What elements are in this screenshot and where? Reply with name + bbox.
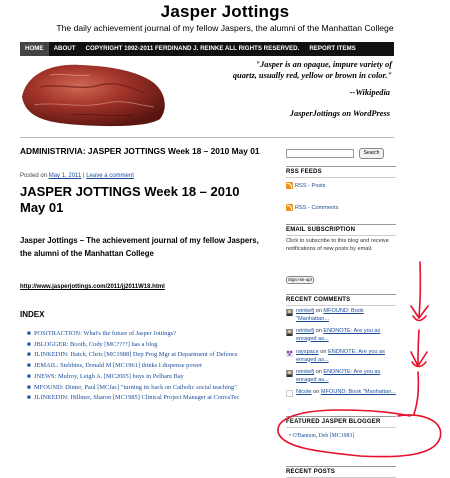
index-item-text[interactable]: POSITRACTION: What's the future of Jasper Jottings?: [34, 330, 176, 337]
avatar[interactable]: [286, 309, 293, 316]
rss-comments-link[interactable]: [286, 204, 339, 211]
nav-about[interactable]: ABOUT: [53, 45, 76, 52]
header-divider: [20, 137, 394, 138]
index-item[interactable]: [27, 383, 270, 393]
rss-comments-label[interactable]: RSS - Comments: [295, 204, 339, 211]
post-intro: Jasper Jottings – The achievement journal of my fellow Jaspers, the alumni of the Manhattan College: [20, 236, 259, 258]
comment-author-link[interactable]: Nicole: [296, 389, 312, 395]
bullet-icon: ■: [27, 351, 31, 359]
bullet-icon: ■: [27, 362, 31, 370]
post-meta: [20, 173, 134, 179]
quote-line-1: "Jasper is an opaque, impure variety of: [255, 60, 392, 69]
comment-post-link[interactable]: ENDNOTE: Are you as enraged as...: [296, 369, 381, 383]
index-item-text[interactable]: JEMAIL: Stebbins, Donald M [MC1961] thinks I dispense power: [34, 362, 203, 370]
comment-text: [296, 328, 398, 343]
admin-post-title[interactable]: ADMINISTRIVIA: JASPER JOTTINGS Week 18 – 2010 May 01: [20, 146, 260, 156]
comment-author-link[interactable]: rayspace: [296, 349, 319, 355]
post-date-link[interactable]: May 1, 2011: [48, 173, 82, 179]
index-item[interactable]: [27, 372, 270, 382]
comment-post-link[interactable]: MFOUND: Book "Manhattan...: [320, 389, 396, 395]
email-subscription-text: Click to subscribe to this blog and receive notifications of new posts by email.: [286, 238, 389, 252]
comment-author-link[interactable]: reinkefj: [296, 328, 315, 334]
avatar[interactable]: [286, 370, 293, 377]
rss-posts-link[interactable]: [286, 182, 325, 189]
search-button[interactable]: Search: [359, 148, 384, 159]
index-heading: INDEX: [20, 310, 45, 319]
index-item-text[interactable]: MFOUND: Dinter, Paul [MCfac] "turning its back on Catholic social teaching": [34, 383, 237, 391]
index-item[interactable]: [27, 394, 270, 403]
index-item-text[interactable]: JLINKEDIN: Hillmer, Sharon [MC1985] Clinical Project Manager at ConvaTec: [34, 394, 240, 402]
featured-blogger-heading: FEATURED JASPER BLOGGER: [286, 416, 396, 428]
bullet-icon: •: [289, 433, 293, 439]
meta-separator: |: [82, 173, 85, 179]
comment-text: [296, 369, 398, 384]
post-title: JASPER JOTTINGS Week 18 – 2010 May 01: [20, 184, 240, 215]
comment-author-link[interactable]: reinkefj: [296, 369, 315, 375]
index-item[interactable]: [27, 351, 270, 360]
comment-on: on: [313, 389, 320, 395]
quote-source: --Wikipedia: [349, 88, 390, 97]
header-banner: [20, 57, 394, 127]
bullet-icon: ■: [27, 394, 31, 402]
sign-up-button[interactable]: Sign me up!: [287, 277, 312, 282]
avatar[interactable]: [286, 350, 293, 357]
comment-post-link[interactable]: ENDNOTE: Are you as enraged as...: [296, 328, 381, 342]
index-item[interactable]: [27, 330, 270, 339]
avatar[interactable]: [286, 390, 293, 397]
rss-icon: [286, 182, 293, 189]
avatar[interactable]: [286, 329, 293, 336]
bullet-icon: ■: [27, 330, 31, 337]
header-quote: [170, 60, 392, 81]
site-title[interactable]: Jasper Jottings: [160, 2, 290, 21]
comment-on: on: [315, 308, 322, 314]
comment-author-link[interactable]: reinkefj: [296, 308, 315, 314]
bullet-icon: ■: [27, 383, 31, 391]
meta-prefix: Posted on: [20, 173, 48, 179]
comment-text: [296, 349, 398, 364]
bullet-icon: ■: [27, 372, 31, 380]
nav-report-items[interactable]: REPORT ITEMS: [309, 45, 356, 52]
featured-blogger-link[interactable]: [289, 433, 354, 439]
comment-text: [296, 308, 398, 323]
post-url-link[interactable]: http://www.jasperjottings.com/2011/jj2011W18.html: [20, 284, 165, 290]
wordpress-link[interactable]: JasperJottings on WordPress: [289, 109, 390, 118]
comment-on: on: [315, 369, 322, 375]
index-item-text[interactable]: JLINKEDIN: Hatch, Chris [MC1988] Dep Prog Mgr at Department of Defence: [34, 351, 238, 359]
email-subscription-heading: EMAIL SUBSCRIPTION: [286, 224, 396, 236]
nav-home[interactable]: HOME: [20, 42, 49, 56]
search-input[interactable]: [286, 149, 354, 158]
comment-post-link[interactable]: ENDNOTE: Are you as enraged as...: [296, 349, 385, 363]
jasper-stone-image: [20, 57, 170, 127]
comment-on: on: [320, 349, 327, 355]
recent-posts-heading: RECENT POSTS: [286, 466, 396, 478]
featured-blogger-text[interactable]: O'Bannon, Deb [MC1983]: [292, 433, 355, 439]
bullet-icon: ■: [27, 340, 31, 348]
comment-post-link[interactable]: MFOUND: Book "Manhattan...: [296, 308, 364, 322]
rss-icon: [286, 204, 293, 211]
index-list: [27, 330, 270, 405]
leave-comment-link[interactable]: Leave a comment: [86, 173, 134, 179]
index-item[interactable]: [27, 362, 270, 371]
main-nav: [20, 42, 394, 56]
comment-text: [296, 389, 398, 397]
index-item-text[interactable]: JBLOGGER: Booth, Cody [MC????] has a blog: [34, 340, 158, 348]
index-item-text[interactable]: JNEWS: Mulroy, Leigh A. [MC2005] buys in Pelham Bay: [34, 372, 184, 380]
comment-on: on: [315, 328, 322, 334]
rss-feeds-heading: RSS FEEDS: [286, 166, 396, 178]
quote-line-2: quartz, usually red, yellow or brown in color.": [232, 70, 392, 80]
index-item[interactable]: [27, 340, 270, 350]
rss-posts-label[interactable]: RSS - Posts: [295, 182, 326, 189]
recent-comments-heading: RECENT COMMENTS: [286, 294, 396, 306]
nav-copyright[interactable]: COPYRIGHT 1992-2011 FERDINAND J. REINKE ALL RIGHTS RESERVED.: [85, 45, 300, 52]
site-description: The daily achievement journal of my fellow Jaspers, the alumni of the Manhattan College: [56, 23, 394, 33]
